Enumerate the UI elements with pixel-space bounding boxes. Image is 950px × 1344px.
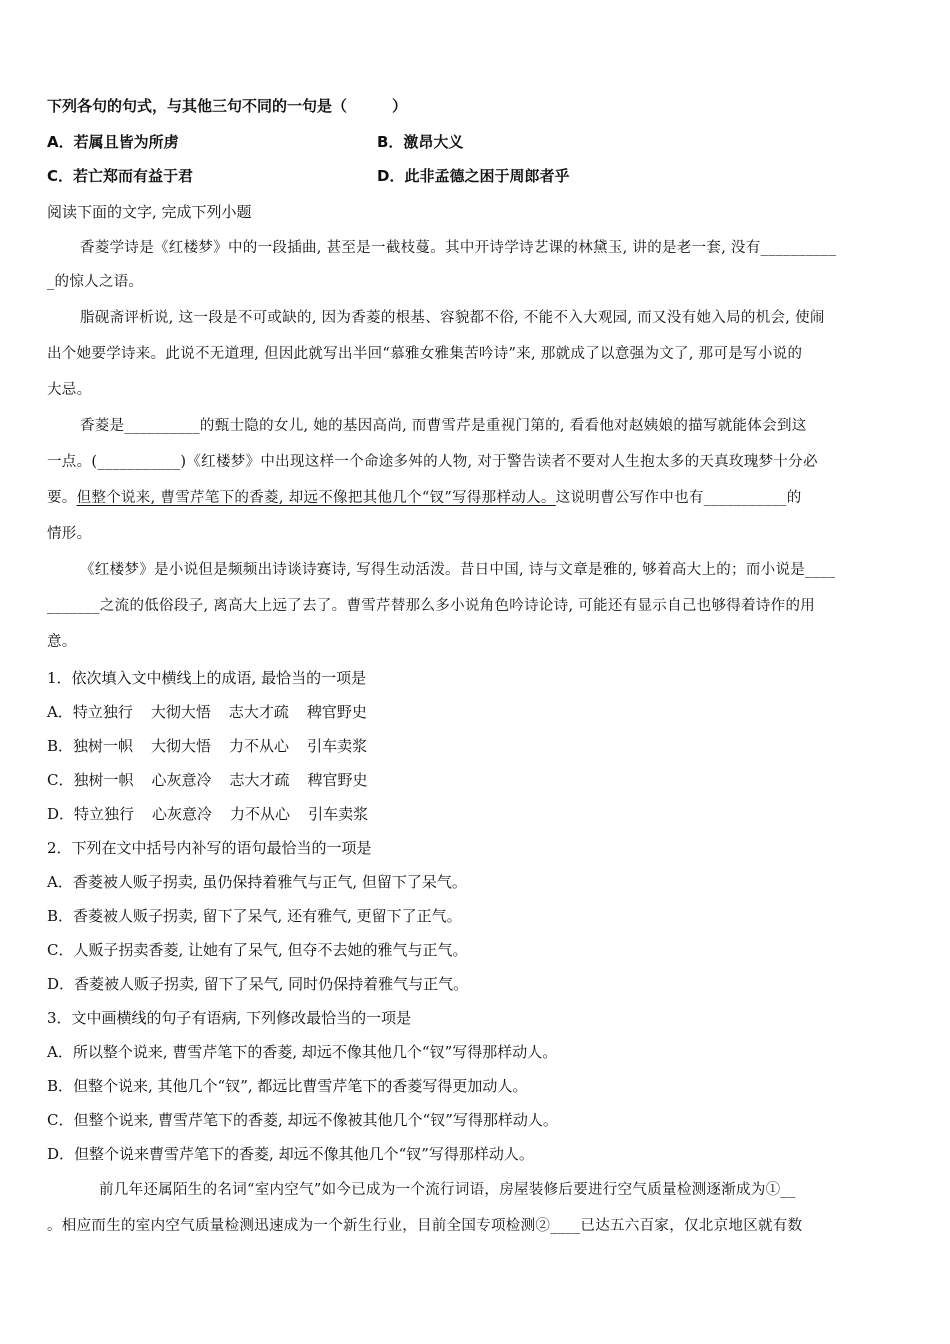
q1-option-d [47, 804, 386, 824]
underlined-sentence: 但整个说来, 曹雪芹笔下的香菱, 却远不像把其他几个“钗”写得那样动人。 [76, 490, 556, 506]
q2-option-a: A．香菱被人贩子拐卖, 虽仍保持着雅气与正气, 但留下了呆气。 [47, 873, 467, 891]
passage-p3-line1: 香菱是__________的甄士隐的女儿, 她的基因高尚, 而曹雪芹是重视门第的, 看看他对赵姨娘的描写就能体会到这 [80, 418, 807, 434]
q1-b-3: 力不从心 [229, 737, 290, 755]
q2-stem: 2．下列在文中括号内补写的语句最恰当的一项是 [47, 839, 372, 857]
q1-c-4: 稗官野史 [307, 771, 368, 789]
q1-option-a [47, 702, 385, 722]
passage-p3-line2: 一点。(___________)《红楼梦》中出现这样一个命途多舛的人物, 对于警告读者不要对人生抱太多的天真玫瑰梦十分必 [47, 454, 818, 470]
passage-p2-line2: 出个她要学诗来。此说不无道理, 但因此就写出半回“慕雅女雅集苦吟诗”来, 那就成了以意强为文了, 那可是写小说的 [47, 346, 803, 362]
q1-c-1: C．独树一帜 [47, 771, 134, 789]
q1-option-b [47, 736, 385, 756]
q2-option-b: B．香菱被人贩子拐卖, 留下了呆气, 还有雅气, 更留下了正气。 [47, 907, 462, 925]
passage-p3-line4: 情形。 [47, 526, 92, 542]
q1-b-2: 大彻大悟 [151, 737, 212, 755]
q3-option-c: C．但整个说来, 曹雪芹笔下的香菱, 却远不像被其他几个“钗”写得那样动人。 [47, 1111, 558, 1129]
q3-option-d: D．但整个说来曹雪芹笔下的香菱, 却远不像其他几个“钗”写得那样动人。 [47, 1145, 534, 1163]
passage-p4-line2: _______之流的低俗段子, 离高大上远了去了。曹雪芹替那么多小说角色吟诗论诗, 可能还有显示自己也够得着诗作的用 [47, 598, 816, 614]
q1-b-1: B．独树一帜 [47, 737, 134, 755]
passage-p4-line1: 《红楼梦》是小说但是频频出诗谈诗赛诗, 写得生动活泼。昔日中国, 诗与文章是雅的, 够着高大上的；而小说是____ [80, 562, 836, 578]
q1-c-2: 心灰意冷 [151, 771, 212, 789]
q1-d-2: 心灰意冷 [152, 805, 213, 823]
passage-p3-line3 [47, 488, 802, 508]
passage-p1-line1: 香菱学诗是《红楼梦》中的一段插曲, 甚至是一截枝蔓。其中开诗学诗艺课的林黛玉, 讲的是老一套, 没有__________ [80, 240, 837, 256]
passage-p2-line1: 脂砚斋评析说, 这一段是不可或缺的, 因为香菱的根基、容貌都不俗, 不能不入大观园, 而又没有她入局的机会, 使闹 [80, 310, 825, 326]
passage-p4-line3: 意。 [47, 634, 77, 650]
question-option-c: C．若亡郑而有益于君 [47, 167, 194, 185]
question-header: 下列各句的句式，与其他三句不同的一句是（ ） [47, 97, 408, 115]
q2-option-c: C．人贩子拐卖香菱, 让她有了呆气, 但夺不去她的雅气与正气。 [47, 941, 468, 959]
q1-stem: 1．依次填入文中横线上的成语, 最恰当的一项是 [47, 669, 367, 687]
next-passage-line2: 。相应而生的室内空气质量检测迅速成为一个新生行业，目前全国专项检测②____已达五六百家，仅北京地区就有数 [47, 1218, 803, 1234]
q1-a-3: 志大才疏 [228, 703, 289, 721]
q2-option-d: D．香菱被人贩子拐卖, 留下了呆气, 同时仍保持着雅气与正气。 [47, 975, 469, 993]
passage-p2-line3: 大忌。 [47, 382, 92, 398]
q1-a-1: A．特立独行 [47, 703, 133, 721]
q1-c-3: 志大才疏 [229, 771, 290, 789]
passage-p3-line3-post: 这说明曹公写作中也有___________的 [555, 490, 802, 506]
next-passage-line1: 前几年还属陌生的名词“室内空气”如今已成为一个流行词语，房屋装修后要进行空气质量检测逐渐成为①__ [99, 1182, 796, 1198]
q1-option-c [47, 770, 386, 790]
q3-option-b: B．但整个说来, 其他几个“钗”, 都远比曹雪芹笔下的香菱写得更加动人。 [47, 1077, 528, 1095]
q3-stem: 3．文中画横线的句子有语病, 下列修改最恰当的一项是 [47, 1009, 412, 1027]
passage-p3-line3-pre: 要。 [47, 490, 77, 506]
q1-a-2: 大彻大悟 [150, 703, 211, 721]
q1-d-3: 力不从心 [230, 805, 291, 823]
q1-a-4: 稗官野史 [306, 703, 367, 721]
reading-intro: 阅读下面的文字, 完成下列小题 [47, 203, 252, 221]
q1-d-4: 引车卖浆 [308, 805, 369, 823]
passage-p1-line2: _的惊人之语。 [47, 274, 144, 290]
q3-option-a: A．所以整个说来, 曹雪芹笔下的香菱, 却远不像其他几个“钗”写得那样动人。 [47, 1043, 558, 1061]
q1-b-4: 引车卖浆 [307, 737, 368, 755]
question-option-d: D．此非孟德之困于周郎者乎 [377, 167, 570, 185]
q1-d-1: D．特立独行 [47, 805, 135, 823]
question-option-a: A．若属且皆为所虏 [47, 133, 179, 151]
question-option-b: B．激昂大义 [377, 133, 464, 151]
